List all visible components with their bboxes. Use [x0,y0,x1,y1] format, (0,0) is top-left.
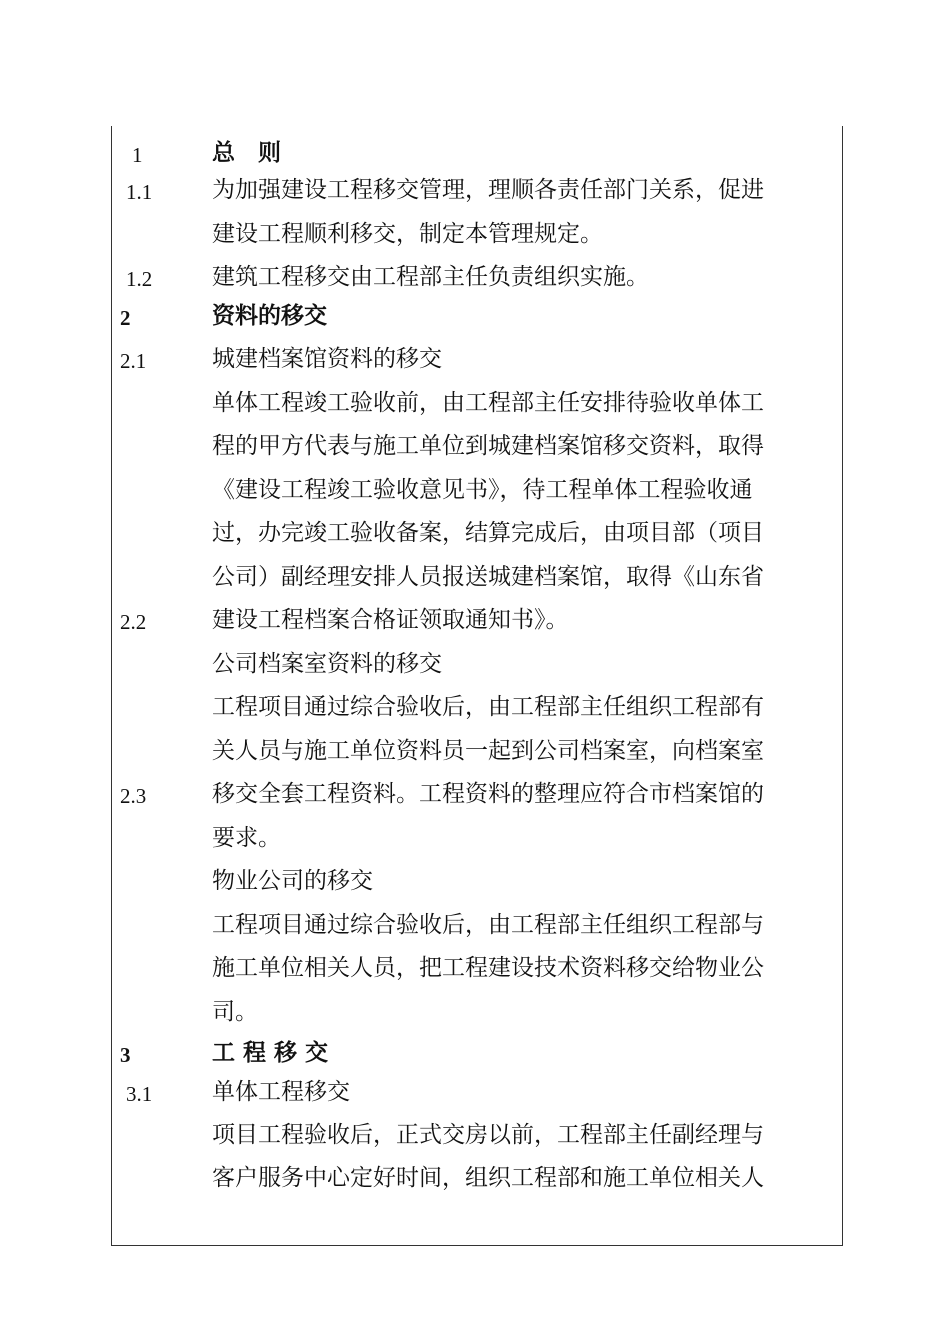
clause-number: 2.1 [120,349,147,373]
section-title: 资料的移交 [212,302,327,329]
section-title: 工 程 移 交 [212,1039,329,1066]
clause-text-line: 建设工程顺利移交，制定本管理规定。 [212,221,603,247]
section-number: 2 [120,306,131,330]
clause-heading: 物业公司的移交 [212,868,373,894]
clause-text-line: 司。 [212,999,258,1025]
clause-text-line: 移交全套工程资料。工程资料的整理应符合市档案馆的 [212,781,764,807]
section-number: 1 [132,143,143,167]
clause-text-line: 要求。 [212,825,281,851]
clause-number: 2.2 [120,610,147,634]
clause-number: 1.1 [126,180,153,204]
clause-text-line: 工程项目通过综合验收后，由工程部主任组织工程部与 [212,912,764,938]
clause-text-line: 建筑工程移交由工程部主任负责组织实施。 [212,264,649,290]
clause-number: 3.1 [126,1082,153,1106]
clause-heading: 城建档案馆资料的移交 [212,346,442,372]
clause-number: 2.3 [120,784,147,808]
clause-text-line: 建设工程档案合格证领取通知书》。 [212,607,569,633]
clause-text-line: 项目工程验收后，正式交房以前，工程部主任副经理与 [212,1122,764,1148]
section-number: 3 [120,1043,131,1067]
clause-text-line: 工程项目通过综合验收后，由工程部主任组织工程部有 [212,694,764,720]
clause-text-line: 《建设工程竣工验收意见书》，待工程单体工程验收通 [212,477,753,503]
clause-text-line: 关人员与施工单位资料员一起到公司档案室，向档案室 [212,738,764,764]
clause-text-line: 为加强建设工程移交管理，理顺各责任部门关系，促进 [212,177,764,203]
clause-text-line: 程的甲方代表与施工单位到城建档案馆移交资料，取得 [212,433,764,459]
clause-text-line: 客户服务中心定好时间，组织工程部和施工单位相关人 [212,1165,764,1191]
section-title: 总 则 [212,139,281,166]
clause-number: 1.2 [126,267,153,291]
clause-heading: 单体工程移交 [212,1079,350,1105]
clause-text-line: 公司）副经理安排人员报送城建档案馆，取得《山东省 [212,564,764,590]
clause-text-line: 过，办完竣工验收备案，结算完成后，由项目部（项目 [212,520,764,546]
clause-text-line: 单体工程竣工验收前，由工程部主任安排待验收单体工 [212,390,764,416]
clause-text-line: 施工单位相关人员，把工程建设技术资料移交给物业公 [212,955,764,981]
clause-heading: 公司档案室资料的移交 [212,651,442,677]
